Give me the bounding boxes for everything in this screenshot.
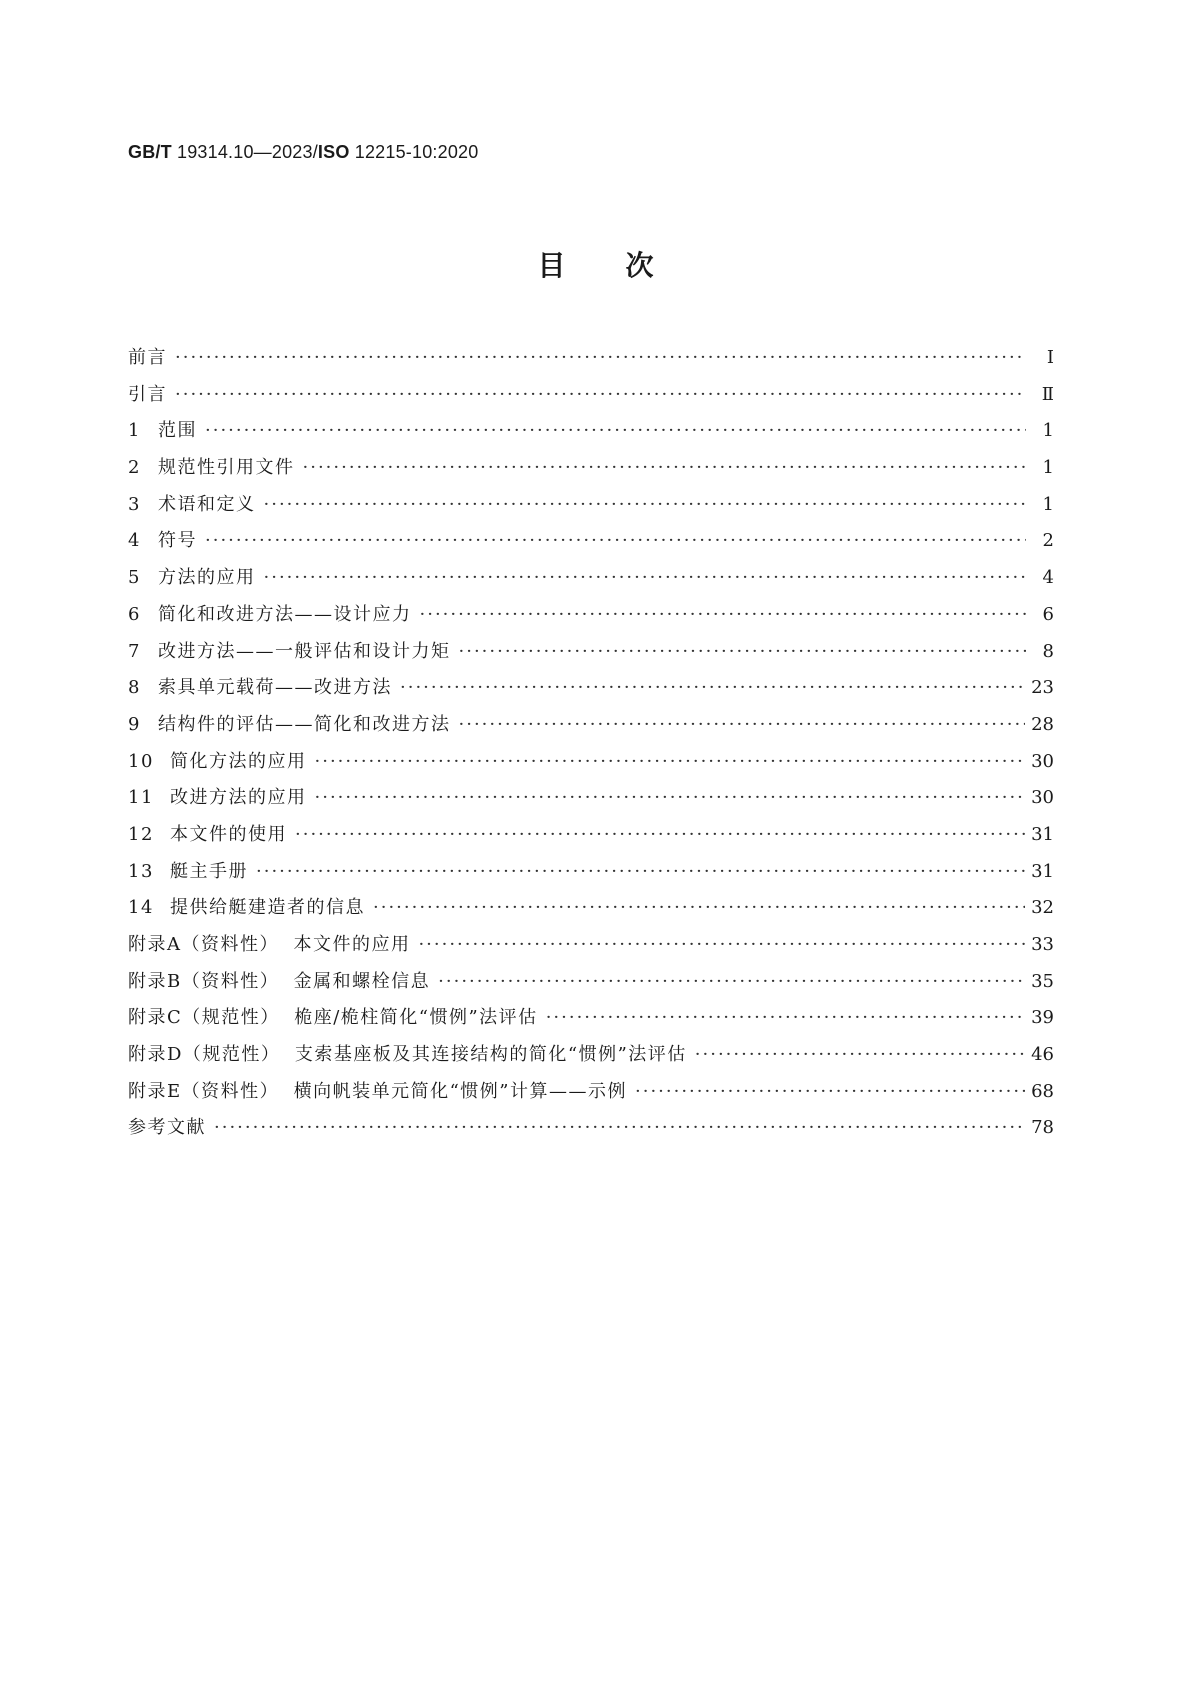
toc-entry-page: 46 bbox=[1031, 1044, 1054, 1066]
toc-entry-page: 78 bbox=[1031, 1117, 1054, 1139]
document-header bbox=[128, 142, 478, 163]
toc-entry-page: 35 bbox=[1031, 970, 1054, 992]
toc-leader-dots bbox=[459, 714, 1026, 735]
toc-entry-page: 8 bbox=[1042, 640, 1054, 662]
toc-entry[interactable] bbox=[128, 857, 1054, 894]
toc-entry-number: 7 bbox=[128, 640, 141, 662]
toc-entry[interactable] bbox=[128, 930, 1054, 967]
toc-leader-dots bbox=[695, 1044, 1025, 1065]
toc-leader-dots bbox=[205, 420, 1026, 441]
toc-entry-number: 9 bbox=[128, 713, 141, 735]
toc-entry-label: 提供给艇建造者的信息 bbox=[170, 897, 365, 919]
toc-entry-page: 1 bbox=[1042, 457, 1054, 479]
toc-entry-number: 2 bbox=[128, 457, 141, 479]
toc-leader-dots bbox=[459, 641, 1027, 662]
toc-entry-number: 12 bbox=[128, 823, 154, 845]
toc-entry-number: 3 bbox=[128, 493, 141, 515]
toc-leader-dots bbox=[264, 494, 1027, 515]
toc-leader-dots bbox=[438, 971, 1025, 992]
toc-entry[interactable] bbox=[128, 416, 1054, 453]
toc-entry-page: 31 bbox=[1031, 823, 1054, 845]
toc-leader-dots bbox=[400, 677, 1025, 698]
toc-entry-number: 14 bbox=[128, 897, 154, 919]
toc-leader-dots bbox=[315, 787, 1026, 808]
toc-leader-dots bbox=[303, 457, 1027, 478]
toc-entry-label: 简化方法的应用 bbox=[170, 750, 307, 772]
toc-entry-label: 附录E（资料性） 横向帆装单元简化“惯例”计算——示例 bbox=[128, 1080, 627, 1102]
toc-entry-number: 6 bbox=[128, 603, 141, 625]
toc-entry[interactable] bbox=[128, 490, 1054, 527]
toc-entry-label: 参考文献 bbox=[128, 1117, 206, 1139]
toc-entry-label: 艇主手册 bbox=[170, 860, 248, 882]
toc-entry-label: 附录B（资料性） 金属和螺栓信息 bbox=[128, 970, 431, 992]
toc-entry-page: 31 bbox=[1031, 860, 1054, 882]
toc-entry-label: 结构件的评估——简化和改进方法 bbox=[158, 713, 451, 735]
toc-entry-label: 范围 bbox=[158, 420, 197, 442]
toc-entry[interactable] bbox=[128, 453, 1054, 490]
toc-leader-dots bbox=[256, 861, 1025, 882]
toc-entry-number: 13 bbox=[128, 860, 154, 882]
toc-entry[interactable] bbox=[128, 1040, 1054, 1077]
toc-entry-label: 简化和改进方法——设计应力 bbox=[158, 603, 412, 625]
toc-leader-dots bbox=[420, 604, 1027, 625]
toc-entry[interactable] bbox=[128, 1077, 1054, 1114]
toc-entry-page: 32 bbox=[1031, 897, 1054, 919]
standard-prefix: GB/T bbox=[128, 142, 172, 162]
toc-entry-label: 术语和定义 bbox=[158, 493, 256, 515]
standard-number: 19314.10—2023/ bbox=[171, 142, 318, 162]
toc-entry-label: 附录A（资料性） 本文件的应用 bbox=[128, 934, 411, 955]
toc-entry-label: 方法的应用 bbox=[158, 567, 256, 589]
toc-entry[interactable] bbox=[128, 673, 1054, 710]
toc-entry[interactable] bbox=[128, 563, 1054, 600]
toc-entry-page: 2 bbox=[1042, 530, 1054, 552]
toc-entry-page: 1 bbox=[1042, 420, 1054, 442]
toc-entry[interactable] bbox=[128, 1003, 1054, 1040]
toc-entry-label: 索具单元载荷——改进方法 bbox=[158, 677, 392, 699]
toc-leader-dots bbox=[315, 751, 1026, 772]
toc-entry[interactable] bbox=[128, 526, 1054, 563]
toc-entry-page: 39 bbox=[1031, 1007, 1054, 1029]
toc-leader-dots bbox=[546, 1007, 1025, 1028]
page-title: 目次 bbox=[537, 249, 714, 282]
toc-entry-page: 30 bbox=[1031, 750, 1054, 772]
toc-entry[interactable] bbox=[128, 893, 1054, 930]
toc-entry[interactable] bbox=[128, 343, 1054, 380]
toc-leader-dots bbox=[264, 567, 1027, 588]
toc-entry-page: 6 bbox=[1042, 603, 1054, 625]
toc-entry-number: 8 bbox=[128, 677, 141, 699]
toc-leader-dots bbox=[214, 1117, 1025, 1138]
toc-entry[interactable] bbox=[128, 600, 1054, 637]
toc-entry-label: 前言 bbox=[128, 347, 167, 368]
toc-entry-label: 附录D（规范性） 支索基座板及其连接结构的简化“惯例”法评估 bbox=[128, 1044, 687, 1066]
toc-entry-page: 23 bbox=[1031, 677, 1054, 699]
toc-entry-page: 68 bbox=[1031, 1080, 1054, 1102]
toc-entry[interactable] bbox=[128, 710, 1054, 747]
toc-entry-label: 符号 bbox=[158, 530, 197, 552]
toc-entry[interactable] bbox=[128, 783, 1054, 820]
iso-prefix: ISO bbox=[317, 142, 350, 162]
toc-entry[interactable] bbox=[128, 380, 1054, 417]
toc-entry-page: Ⅱ bbox=[1041, 383, 1054, 405]
toc-entry-label: 改进方法的应用 bbox=[170, 787, 307, 809]
toc-leader-dots bbox=[295, 824, 1025, 845]
toc-leader-dots bbox=[373, 897, 1025, 918]
toc-leader-dots bbox=[418, 934, 1025, 955]
toc-entry-number: 10 bbox=[128, 750, 154, 772]
toc-entry[interactable] bbox=[128, 967, 1054, 1004]
toc-entry-page: 30 bbox=[1031, 787, 1054, 809]
toc-entry-number: 5 bbox=[128, 567, 141, 589]
toc-leader-dots bbox=[205, 530, 1026, 551]
toc-entry-page: Ⅰ bbox=[1046, 347, 1054, 368]
toc-entry-label: 附录C（规范性） 桅座/桅柱简化“惯例”法评估 bbox=[128, 1007, 538, 1029]
toc-entry-number: 1 bbox=[128, 420, 141, 442]
table-of-contents bbox=[128, 343, 1054, 1150]
toc-entry[interactable] bbox=[128, 820, 1054, 857]
toc-entry-number: 4 bbox=[128, 530, 141, 552]
iso-number: 12215-10:2020 bbox=[349, 142, 479, 162]
toc-entry-page: 1 bbox=[1042, 493, 1054, 515]
toc-entry-page: 28 bbox=[1031, 713, 1054, 735]
toc-leader-dots bbox=[175, 347, 1026, 368]
toc-entry-label: 本文件的使用 bbox=[170, 823, 287, 845]
toc-entry[interactable] bbox=[128, 1113, 1054, 1150]
toc-leader-dots bbox=[635, 1081, 1025, 1102]
toc-leader-dots bbox=[175, 384, 1026, 405]
toc-entry-label: 改进方法——一般评估和设计力矩 bbox=[158, 640, 451, 662]
toc-entry-page: 33 bbox=[1031, 934, 1054, 955]
toc-entry[interactable] bbox=[128, 747, 1054, 784]
toc-entry-label: 规范性引用文件 bbox=[158, 457, 295, 479]
toc-entry[interactable] bbox=[128, 637, 1054, 674]
toc-entry-page: 4 bbox=[1042, 567, 1054, 589]
toc-entry-label: 引言 bbox=[128, 383, 167, 405]
toc-entry-number: 11 bbox=[128, 787, 154, 809]
